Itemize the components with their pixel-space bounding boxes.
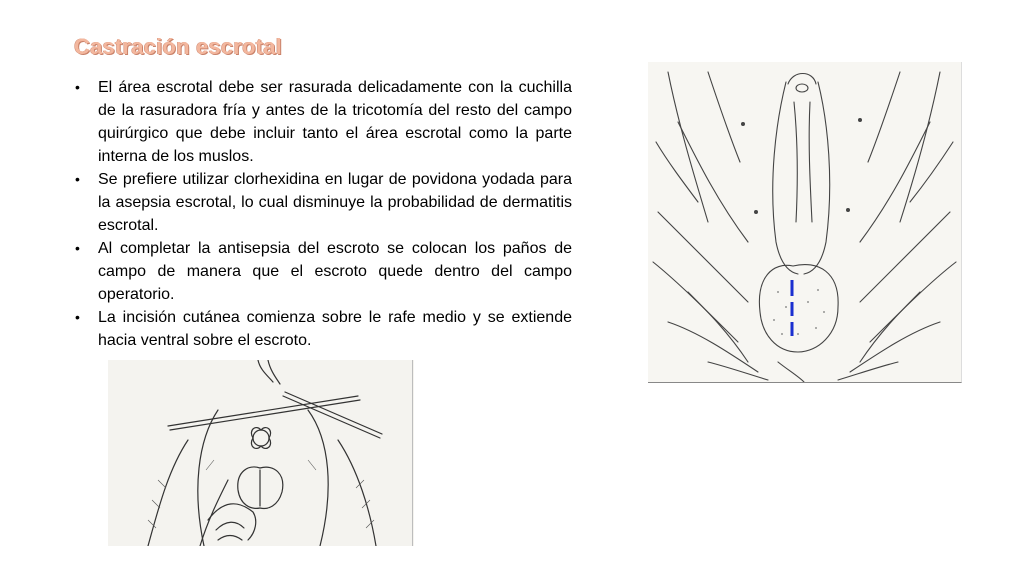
bullet-item: [72, 237, 572, 306]
bullet-text: La incisión cutánea comienza sobre le rafe medio y se extiende hacia ventral sobre el escroto.: [98, 309, 572, 349]
bullet-item: [72, 76, 572, 168]
slide-title: Castración escrotal: [74, 34, 282, 59]
bullet-text: Al completar la antisepsia del escroto se colocan los paños de campo de manera que el escroto quede dentro del campo operatorio.: [98, 240, 572, 303]
bullet-symbol: •: [75, 240, 80, 256]
scrotal-incision-illustration: [648, 62, 962, 383]
bullet-text: El área escrotal debe ser rasurada delicadamente con la cuchilla de la rasuradora fría y antes de la tricotomía del resto del campo quirúrgico que debe incluir tanto el área escrotal como la parte interna de los muslos.: [98, 79, 572, 165]
bullet-list: [72, 76, 572, 352]
bullet-item: [72, 306, 572, 352]
bullet-text: Se prefiere utilizar clorhexidina en lugar de povidona yodada para la asepsia escrotal, lo cual disminuye la probabilidad de dermatitis escrotal.: [98, 171, 572, 234]
image-border: [412, 360, 413, 546]
draped-field-drawing: [108, 360, 414, 546]
bullet-item: [72, 168, 572, 237]
bullet-symbol: •: [75, 171, 80, 187]
bullet-symbol: •: [75, 79, 80, 95]
bullet-symbol: •: [75, 309, 80, 325]
scrotal-incision-drawing: [648, 62, 961, 382]
draped-field-illustration: [108, 360, 414, 546]
